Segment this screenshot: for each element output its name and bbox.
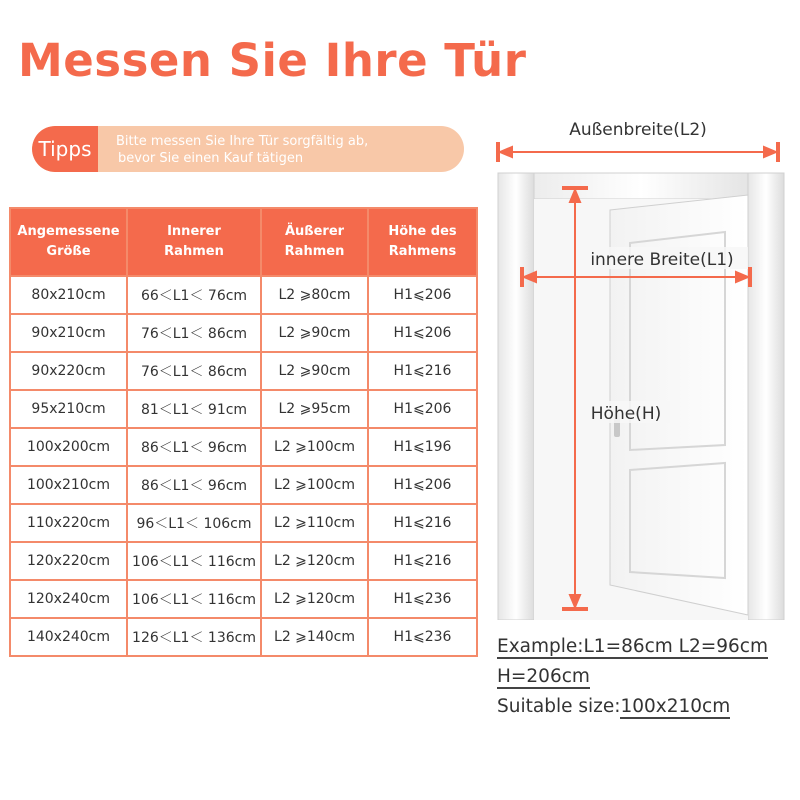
table-cell: 120x220cm [10,542,127,580]
table-cell: L2 ⩾140cm [261,618,368,656]
height-label: Höhe(H) [590,404,662,424]
table-cell: L2 ⩾100cm [261,466,368,504]
column-header-text: Angemessene [17,224,120,239]
table-cell: 120x240cm [10,580,127,618]
table-cell: 90x210cm [10,314,127,352]
table-cell: 66＜L1＜ 76cm [127,276,261,314]
table-cell: L2 ⩾100cm [261,428,368,466]
table-cell: H1⩽216 [368,504,477,542]
table-row [10,542,477,580]
example-line-1: Example:L1=86cm L2=96cm [497,636,768,657]
table-header-row [10,208,477,276]
column-header [10,208,127,276]
table-cell: 86＜L1＜ 96cm [127,466,261,504]
column-header-text: Rahmen [284,244,345,259]
table-row [10,276,477,314]
outer-width-label: Außenbreite(L2) [569,120,707,140]
table-cell: 126＜L1＜ 136cm [127,618,261,656]
table-cell: L2 ⩾95cm [261,390,368,428]
door-diagram [490,115,800,620]
column-header [368,208,477,276]
table-cell: 106＜L1＜ 116cm [127,542,261,580]
table-cell: H1⩽196 [368,428,477,466]
column-header-text: Größe [46,244,91,259]
tips-line-1: Bitte messen Sie Ihre Tür sorgfältig ab, [116,134,369,149]
table-row [10,428,477,466]
table-cell: 100x200cm [10,428,127,466]
tips-banner [32,126,464,172]
table-cell: 140x240cm [10,618,127,656]
column-header-text: Innerer [167,224,221,239]
inner-width-label: innere Breite(L1) [590,250,734,270]
page-title: Messen Sie Ihre Tür [18,34,527,87]
table-row [10,390,477,428]
table-cell: 110x220cm [10,504,127,542]
table-cell: 76＜L1＜ 86cm [127,314,261,352]
table-cell: 96＜L1＜ 106cm [127,504,261,542]
table-cell: H1⩽206 [368,466,477,504]
table-cell: L2 ⩾120cm [261,542,368,580]
table-cell: H1⩽216 [368,542,477,580]
column-header-text: Äußerer [284,224,345,239]
column-header [127,208,261,276]
table-cell: 76＜L1＜ 86cm [127,352,261,390]
example-suitable-label: Suitable size: [497,696,621,717]
table-row [10,314,477,352]
table-cell: 86＜L1＜ 96cm [127,428,261,466]
table-cell: 90x220cm [10,352,127,390]
table-row [10,580,477,618]
table-body [10,276,477,656]
door-illustration [490,115,800,620]
table-cell: 80x210cm [10,276,127,314]
table-cell: L2 ⩾90cm [261,314,368,352]
table-cell: 95x210cm [10,390,127,428]
table-cell: H1⩽206 [368,390,477,428]
column-header-text: Höhe des [388,224,457,239]
table-row [10,618,477,656]
column-header-text: Rahmen [164,244,224,259]
table-cell: H1⩽206 [368,276,477,314]
column-header-text: Rahmens [388,244,457,259]
size-table [9,207,478,657]
tips-text [116,133,454,167]
table-cell: L2 ⩾110cm [261,504,368,542]
table-cell: L2 ⩾120cm [261,580,368,618]
table-cell: 100x210cm [10,466,127,504]
table-row [10,352,477,390]
example-block [497,632,768,722]
table-cell: 81＜L1＜ 91cm [127,390,261,428]
table-row [10,504,477,542]
example-suitable-value: 100x210cm [620,696,731,717]
table-cell: H1⩽236 [368,618,477,656]
table-cell: L2 ⩾90cm [261,352,368,390]
tips-line-2: bevor Sie einen Kauf tätigen [118,151,304,166]
column-header [261,208,368,276]
table-row [10,466,477,504]
table-cell: H1⩽216 [368,352,477,390]
table-cell: L2 ⩾80cm [261,276,368,314]
table-cell: H1⩽236 [368,580,477,618]
example-line-2: H=206cm [497,666,590,687]
tips-badge: Tipps [32,126,98,172]
table-cell: H1⩽206 [368,314,477,352]
table-cell: 106＜L1＜ 116cm [127,580,261,618]
